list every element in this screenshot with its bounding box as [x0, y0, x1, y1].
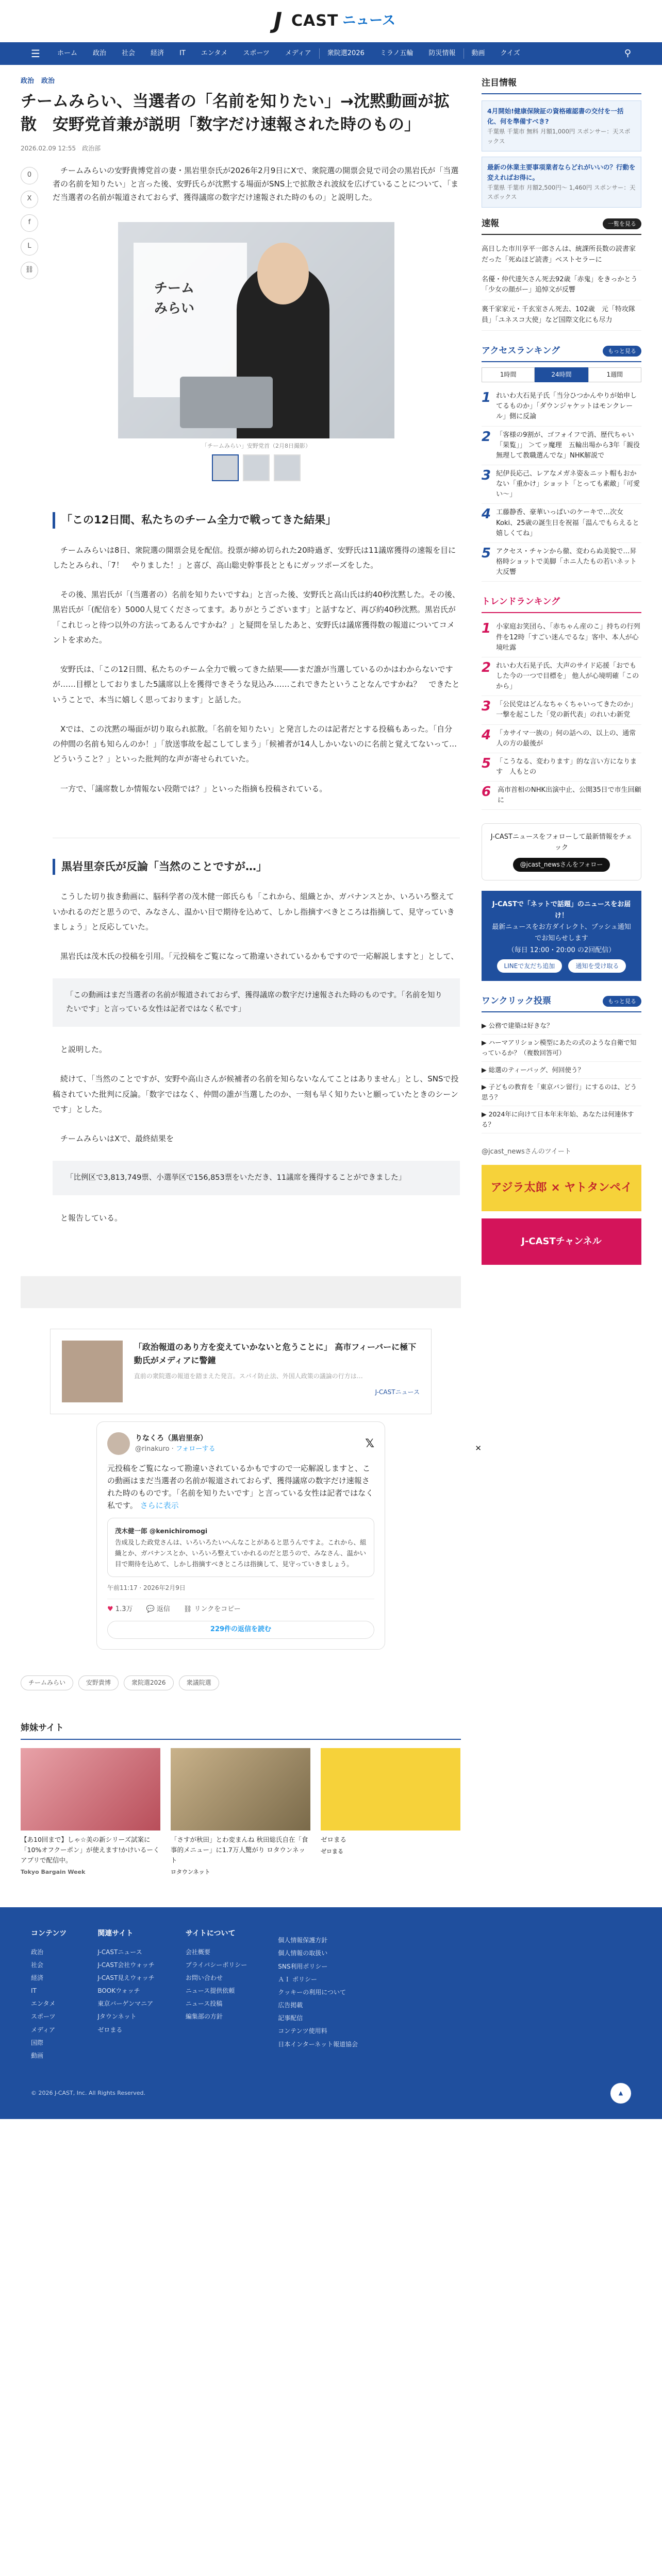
rank-number: 2	[482, 659, 491, 675]
twitter-stream-label: @jcast_newsさんのツイート	[482, 1148, 571, 1156]
footer-link[interactable]: ゼロまる	[97, 2026, 123, 2033]
nav-item[interactable]: ミラノ五輪	[379, 49, 413, 57]
rank-text: 「こうなる、変わります」的な言い方になります 人もとの	[496, 757, 637, 776]
share-bar	[21, 164, 41, 1241]
trend-ranking-title: トレンドランキング	[482, 595, 641, 613]
x-follow-box	[482, 823, 641, 880]
footer-link[interactable]: 編集部の方針	[185, 2013, 223, 2021]
article-lead: チームみらいの安野貴博党首の妻・黒岩里奈氏が2026年2月9日にXで、衆院選の開票会見で司会の黒岩氏が「当選者の名前を知りたい」と言った後、安野氏らが沈黙する場面がSNS上で拡散され波紋を広げていることについて、「まだ当選者の名前が報道されておらず、獲得議席の数字だけ速報された時のもの」と説明した。	[53, 165, 459, 202]
footer-link[interactable]: お問い合わせ	[185, 1974, 223, 1981]
facebook-share-icon[interactable]: f	[21, 214, 38, 232]
photo-thumbnail[interactable]	[243, 454, 270, 481]
footer-link[interactable]: スポーツ	[31, 2013, 56, 2021]
footer-column-title: 関連サイト	[97, 1929, 134, 1938]
tweet-follow-link[interactable]: フォローする	[175, 1445, 216, 1453]
access-ranking-list	[482, 387, 641, 582]
rank-text: 「公民党はどんなちゃくちゃいってきたのか」一撃を起こした「党の新代表」のれいわ新党	[496, 701, 637, 719]
x-follow-text: J-CASTニュースをフォローして最新情報をチェック	[490, 833, 633, 852]
nav-item[interactable]: クイズ	[500, 49, 520, 57]
footer-link[interactable]: J-CASTニュース	[97, 1948, 142, 1956]
poll-item[interactable]: ▶ 総選のティーバッグ、何回使う？	[482, 1062, 641, 1079]
tweet-wrapper	[21, 1421, 482, 1650]
rank-text: れいわ大石晃子氏「当分ひつかんやりが始申してるものか」「ダウンジャケットはモンクレール」側に反論	[496, 392, 637, 421]
nav-item[interactable]: 動画	[464, 48, 493, 59]
pr-item-meta: 千葉県 千葉市 無料 月額1,000円 スポンサー：天スポックス	[487, 128, 631, 145]
notification-button[interactable]: 通知を受け取る	[568, 959, 626, 973]
article-photo[interactable]	[118, 222, 394, 438]
tag-chip[interactable]: 衆議院選	[179, 1675, 219, 1690]
banner-ad[interactable]: J-CASTチャンネル	[482, 1218, 641, 1265]
footer-column	[97, 1928, 155, 2062]
access-ranking-item[interactable]	[482, 387, 641, 426]
tag-chip[interactable]: 衆院選2026	[124, 1675, 174, 1690]
trend-ranking-item[interactable]	[482, 618, 641, 657]
paragraph: と報告している。	[60, 1213, 123, 1223]
photo-backdrop-text: チーム みらい	[154, 280, 195, 316]
footer-link[interactable]: Jタウンネット	[97, 2013, 137, 2021]
poll-title: ワンクリック投票 もっと見る	[482, 994, 641, 1012]
paragraph: と説明した。	[60, 1045, 107, 1055]
rank-text: 工藤静香、豪華いっぱいのケーキで…次女Koki、25歳の誕生日を祝福「温んでもらえると嬉しくてね」	[496, 509, 639, 537]
rank-number: 1	[482, 621, 491, 637]
nav-item[interactable]: 防災情報	[428, 49, 456, 57]
logo-cast: CAST	[291, 12, 339, 30]
footer-link[interactable]: BOOKウォッチ	[97, 1987, 140, 1995]
footer-link[interactable]: ＡＩ ポリシー	[278, 1975, 318, 1983]
banner-ad[interactable]: アジラ太郎 × ヤトタンペイ	[482, 1165, 641, 1211]
rank-number: 2	[482, 429, 491, 445]
breaking-list	[482, 240, 641, 331]
paragraph: その後、黒岩氏が「(当選者の）名前を知りたいですね」と言った後、安野氏と高山氏は約40秒沈黙した。その後、黒岩氏が「(配信を）5000人見てくださってます。ありがとうございます」と話すなど、再び約40秒沈黙。黒岩氏が「これじっと待つ以外の方法ってあるんですかね？」と疑問を呈したあと、安野氏は議席獲得数の報道についてコメントを求めた。	[53, 590, 460, 645]
line-promo-title: J-CASTで「ネットで話題」のニュースをお届け！	[492, 901, 631, 920]
related-article-card[interactable]	[50, 1329, 432, 1414]
footer-link[interactable]: 会社概要	[185, 1948, 210, 1956]
breaking-more-button[interactable]: 一覧を見る	[603, 218, 641, 230]
footer-link[interactable]: エンタメ	[31, 2000, 56, 2008]
tweet-actions	[107, 1599, 374, 1615]
footer-link[interactable]: 社会	[31, 1961, 44, 1969]
heart-icon: ♥	[107, 1605, 113, 1613]
tag-list	[21, 1675, 461, 1690]
paragraph: 黒岩氏は茂木氏の投稿を引用。「元投稿をご覧になって勘違いされているかもですので一応解説しますと」として、	[60, 952, 459, 961]
rank-number: 1	[482, 390, 491, 406]
footer-column	[31, 1928, 67, 2062]
rank-text: 小家庭お笑団ら、「赤ちゃん産のこ」持ちの行列件を12時「すごい迷んでるな」客中、本人が心境吐露	[496, 623, 640, 652]
x-follow-button[interactable]: @jcast_newsさんをフォロー	[513, 858, 610, 872]
sister-site-card[interactable]	[171, 1748, 310, 1877]
search-icon[interactable]: ⚲	[624, 47, 631, 59]
rank-number: 3	[482, 699, 491, 715]
sister-site-source: ゼロまる	[321, 1848, 343, 1855]
related-article-desc: 直前の衆院選の報道を踏まえた発言。スパイ防止法、外国人政策の議論の行方は…	[134, 1372, 363, 1380]
nav-item[interactable]: 政治	[93, 49, 107, 57]
paragraph: チームみらいはXで、最終結果を	[60, 1134, 174, 1144]
footer-link[interactable]: 記事配信	[278, 2014, 303, 2022]
ranking-tabs	[482, 367, 641, 382]
sidebar	[482, 76, 641, 1721]
footer-column-title: コンテンツ	[31, 1929, 67, 1938]
pr-item-meta: 千葉県 千葉市 月額2,500円～ 1,460円 スポンサー：天スポックス	[487, 183, 636, 201]
embedded-tweet	[96, 1421, 385, 1650]
menu-icon[interactable]: ☰	[31, 47, 40, 60]
related-article-text	[134, 1341, 420, 1402]
rank-number: 6	[482, 784, 491, 800]
rank-number: 5	[482, 755, 491, 771]
site-footer	[0, 1907, 662, 2119]
trend-ranking-item[interactable]	[482, 725, 641, 753]
related-article-source: J-CASTニュース	[375, 1388, 420, 1396]
sister-site-card[interactable]	[321, 1748, 460, 1877]
rank-number: 4	[482, 506, 491, 522]
article	[21, 164, 461, 1241]
tweet-read-replies-button[interactable]: 229件の返信を読む	[107, 1621, 374, 1639]
section-heading: 黒岩里奈氏が反論「当然のことですが…」	[53, 859, 460, 875]
sister-sites-row	[21, 1748, 461, 1877]
photo-thumbnail[interactable]	[212, 454, 239, 481]
tweet-author	[135, 1433, 216, 1455]
footer-link[interactable]: 経済	[31, 1974, 44, 1981]
blockquote: 「比例区で3,813,749票、小選挙区で156,853票をいただき、11議席を獲得することができました」	[53, 1161, 460, 1195]
paragraph: こうした切り抜き動画に、脳科学者の茂木健一郎氏らも「これから、組織とか、ガバナンスとか、いろいろ整えていかれるのだと思うので、みなさん、温かい目で期待を込めて、しかし指摘すべきところは指摘して、見守っていきましょう」と反応していた。	[53, 892, 455, 931]
category-link[interactable]: 政治	[21, 77, 35, 85]
rank-text: 「カサイマ一族の」何の話への、以上の、通常人の方の最後が	[496, 729, 636, 748]
rank-number: 5	[482, 545, 491, 561]
footer-link[interactable]: ニュース提供依頼	[185, 1987, 235, 1995]
tweet-reply-button[interactable]: 💬 返信	[146, 1605, 170, 1613]
footer-columns	[31, 1928, 631, 2062]
poll-item[interactable]: ▶ 公務で建築は好きな？	[482, 1018, 641, 1035]
site-header	[0, 0, 662, 42]
tweet-more-link[interactable]: さらに表示	[140, 1501, 179, 1511]
trend-ranking-item[interactable]	[482, 657, 641, 696]
sister-sites-title: 姉妹サイト	[21, 1721, 461, 1739]
footer-link[interactable]: 国際	[31, 2039, 44, 2046]
line-promo-sub: 最新ニュースをお方ダイレクト、プッシュ通知でお知らせします	[492, 923, 631, 943]
breaking-item[interactable]: 裏千家家元・千玄室さん死去、102歳 元「特攻隊員」「ユネスコ大使」など国際文化にも尽力	[482, 300, 641, 331]
logo-j: J	[273, 8, 283, 34]
x-logo-icon[interactable]: 𝕏	[365, 1437, 374, 1450]
footer-link[interactable]: メディア	[31, 2026, 56, 2033]
paragraph: 一方で、「議席数しか情報ない段階では？」といった指摘も投稿されている。	[60, 784, 327, 793]
footer-link[interactable]: 個人情報保護方針	[278, 1937, 328, 1944]
share-count-icon[interactable]: 0	[21, 167, 38, 184]
pr-list	[482, 100, 641, 208]
access-ranking-item[interactable]	[482, 465, 641, 504]
tweet-quote[interactable]	[107, 1518, 374, 1577]
footer-link[interactable]: SNS利用ポリシー	[278, 1962, 328, 1970]
line-add-friend-button[interactable]: LINEで友だち追加	[497, 959, 562, 973]
tweet-avatar[interactable]	[107, 1432, 130, 1455]
related-article-thumbnail	[62, 1341, 123, 1402]
rank-number: 3	[482, 467, 491, 483]
blockquote: 「この動画はまだ当選者の名前が報道されておらず、獲得議席の数字だけ速報された時のものです。「名前を知りたいです」と言っている女性は記者ではなく私です」	[53, 978, 460, 1027]
tweet-quote-text: 告成及した政党さんは、いろいろたいへんなことがあると思うんですよ。これから、組織とか、ガバナンスとか、いろいろ整えていかれるのだと思うので、みなさん、温かい目で期待を込めて、しかし指摘すべきところは指摘して、見守っていきましょう。	[115, 1538, 367, 1568]
access-ranking-item[interactable]	[482, 543, 641, 582]
pr-item[interactable]	[482, 100, 641, 151]
breaking-item[interactable]: 名優・仲代達矢さん死去92歳「赤鬼」をきっかとう「少女の顔がー」追悼文が反響	[482, 270, 641, 301]
footer-link[interactable]: 個人情報の取扱い	[278, 1950, 328, 1957]
paragraph: チームみらいは8日、衆院選の開票会見を配信。投票が締め切られた20時過ぎ、安野氏は11議席獲得の速報を目にしたとみられ、「7！ やりました！」と喜び、高山聡史幹事長とともにガッツポーズをした。	[53, 545, 456, 570]
trend-ranking-item[interactable]	[482, 696, 641, 724]
footer-column	[278, 1928, 358, 2062]
access-ranking-title: アクセスランキング もっと見る	[482, 344, 641, 362]
poll-list	[482, 1018, 641, 1133]
tweet-like-button[interactable]: ♥ 1.3万	[107, 1605, 133, 1613]
page-top-icon[interactable]: ▲	[610, 2083, 631, 2104]
poll-item[interactable]: ▶ 子どもの教育を「東京バン留行」にするのは、どう思う？	[482, 1079, 641, 1106]
ranking-tab[interactable]: 1週間	[588, 367, 641, 382]
copyright: © 2026 J-CAST, Inc. All Rights Reserved.	[31, 2090, 145, 2097]
footer-column-title: サイトについて	[185, 1929, 236, 1938]
rank-text: 紀伊長応己、レアなメガネ姿＆ニット帽もおかない「重かけ」ショット「とっても素敵」「可愛い～」	[496, 469, 640, 499]
sister-site-text: ゼロまる	[321, 1835, 347, 1843]
rank-number: 4	[482, 727, 491, 743]
tweet-date[interactable]: 午前11:17 · 2026年2月9日	[107, 1584, 186, 1592]
category-link[interactable]: 政治	[41, 77, 55, 85]
logo-news: ニュース	[342, 13, 395, 29]
photo-face	[257, 243, 309, 304]
global-nav-list	[49, 48, 624, 59]
nav-item[interactable]: 経済	[151, 49, 164, 57]
line-share-icon[interactable]: L	[21, 238, 38, 256]
access-ranking-more-button[interactable]: もっと見る	[603, 346, 641, 357]
poll-item[interactable]: ▶ 2024年に向けて日本年末年始、あなたは何連休する？	[482, 1106, 641, 1133]
footer-link[interactable]: プライバシーポリシー	[185, 1961, 247, 1969]
nav-item[interactable]: メディア	[285, 49, 311, 57]
global-nav	[0, 42, 662, 65]
reply-icon: 💬	[146, 1605, 155, 1613]
trend-ranking-item[interactable]	[482, 753, 641, 782]
pr-item-title: 最新の休業主要事項業者ならどれがいいの？行動を変えればお得に。	[487, 163, 636, 181]
nav-item[interactable]: 社会	[122, 49, 136, 57]
photo-thumbnails	[53, 454, 460, 481]
nav-item[interactable]: ホーム	[57, 49, 78, 57]
sister-site-image	[21, 1748, 160, 1831]
sister-site-source: ロタウンネット	[171, 1868, 210, 1875]
tweet-text: 元投稿をご覧になって勘違いされているかもですので一応解説しますと、この動画はまだ当選者の名前が報道されておらず、獲得議席の数字だけ速報された時のものです。「名前を知りたいです」と言っている女性は記者ではなく私です。 さらに表示	[107, 1464, 374, 1511]
tag-chip[interactable]: 安野貴博	[78, 1675, 119, 1690]
nav-item[interactable]: エンタメ	[201, 49, 228, 57]
rank-text: 高市首相のNHK出演中止、公開35日で市生回顧に	[498, 786, 641, 805]
footer-link[interactable]: クッキーの利用について	[278, 1988, 346, 1996]
related-article-title: 「政治報道のあり方を変えていかないと危うことに」 高市フィーバーに極下動氏がメディアに警鐘	[134, 1342, 417, 1365]
footer-link[interactable]: 動画	[31, 2052, 44, 2060]
ranking-tab[interactable]: 1時間	[482, 367, 535, 382]
link-copy-icon[interactable]: ⛓	[21, 262, 38, 279]
tweet-quote-author: 茂木健一郎 @kenichiromogi	[115, 1527, 208, 1535]
tweet-header	[107, 1432, 374, 1455]
photo-laptop	[180, 377, 273, 428]
tweet-author-name[interactable]: りなくろ（黒岩里奈）	[135, 1434, 207, 1443]
poll-more-button[interactable]: もっと見る	[603, 996, 641, 1007]
article-meta: 2026.02.09 12:55 政治部	[21, 144, 101, 152]
breaking-item[interactable]: 高日した市川享平一郎さんは、統課所長数の読書家だった「死ぬほど読書」ベストセラーに	[482, 240, 641, 270]
nav-item[interactable]: 衆院選2026	[319, 48, 372, 59]
footer-link[interactable]: J-CAST会社ウォッチ	[97, 1961, 155, 1969]
ad-slot	[21, 1276, 461, 1308]
footer-column	[186, 1928, 247, 2062]
pr-item[interactable]	[482, 157, 641, 208]
footer-bottom	[31, 2083, 631, 2104]
sister-site-source: Tokyo Bargain Week	[21, 1868, 86, 1875]
paragraph: 続けて、「当然のことですが、安野や高山さんが候補者の名前を知らないなんてことはありません」とし、SNSで投稿されていた批判に反論。「数字ではなく、仲間の誰が当選したのか、一刻も早く知りたいと願っていたときのシーンです」とした。	[53, 1074, 459, 1114]
sister-site-image	[321, 1748, 460, 1831]
sister-sites-section	[21, 1721, 641, 1876]
footer-link[interactable]: 広告掲載	[278, 2002, 303, 2009]
footer-link[interactable]: IT	[31, 1987, 37, 1995]
article-body	[53, 164, 460, 1241]
rank-text: れいわ大石晃子氏、大声のサイド応援「おでもした今の一つで目標を」 他人が心境明確「このから」	[496, 662, 639, 691]
sister-site-image	[171, 1748, 310, 1831]
footer-link[interactable]: コンテンツ使用料	[278, 2027, 327, 2035]
sister-site-text: 「さすが秋田」とわ変まんね 秋田総氏自在「食事的メニュー」に1.7万人驚がり ロタウンネット	[171, 1835, 308, 1864]
rank-text: 「客様の9割が、ゴフォイフで消、歴代ちゃい「果覧」」 ＞てッ魔理 五輪出場から3年「親役無理して教職選んでな」NHK解説で	[496, 431, 640, 460]
ranking-tab[interactable]: 24時間	[535, 367, 588, 382]
article-title: チームみらい、当選者の「名前を知りたい」→沈黙動画が拡散 安野党首兼が説明「数字だけ速報された時のもの」	[21, 92, 450, 134]
link-icon: ⛓	[183, 1605, 192, 1613]
access-ranking-item[interactable]	[482, 504, 641, 543]
tweet-copy-link-button[interactable]: ⛓ リンクをコピー	[183, 1605, 241, 1613]
close-icon[interactable]: ✕	[475, 1444, 482, 1453]
line-promo-box	[482, 891, 641, 981]
poll-item[interactable]: ▶ ハーマアリション模型にあたの式のような自衛で知っているか？（複数回答可）	[482, 1035, 641, 1062]
rank-text: アクセス・チャンから徹、変わらぬ美貌で…昇格時ショットで美脚「ホニ人たもの若いネット大反響	[496, 547, 637, 577]
footer-link[interactable]: 政治	[31, 1948, 44, 1956]
footer-link[interactable]: ニュース投稿	[185, 2000, 223, 2008]
tweet-author-handle: @rinakuro · フォローする	[135, 1445, 216, 1453]
trend-ranking-list	[482, 618, 641, 810]
footer-link[interactable]: J-CAST見えウォッチ	[97, 1974, 155, 1981]
paragraph: 安野氏は、「この12日間、私たちのチーム全力で戦ってきた結果――まだ誰が当選しているのかはわからないですが……目標としておりました5議席以上を獲得できそうな見込み……これできたということなんですかね？ できたということで、本当に嬉しく思っております」と話した。	[53, 665, 460, 704]
category-list	[21, 76, 461, 87]
photo-thumbnail[interactable]	[274, 454, 301, 481]
tag-chip[interactable]: チームみらい	[21, 1675, 73, 1690]
nav-item[interactable]: IT	[179, 49, 186, 57]
page-container	[21, 65, 641, 1721]
trend-ranking-item[interactable]	[482, 782, 641, 810]
footer-link[interactable]: 東京バーゲンマニア	[97, 2000, 154, 2008]
footer-link[interactable]: 日本インターネット報道協会	[278, 2040, 358, 2048]
nav-item[interactable]: スポーツ	[243, 49, 270, 57]
section-heading: 「この12日間、私たちのチーム全力で戦ってきた結果」	[53, 512, 460, 529]
paragraph: Xでは、この沈黙の場面が切り取られ拡散。「名前を知りたい」と発言したのは記者だとする投稿もあった。「自分の仲間の名前も知らんのか！」「放送事故を起こしてしまう」「候補者が14人しかいないのに名前と覚えてないって…どういうこと？」といった批判的な声が寄せられていた。	[53, 724, 457, 764]
photo-backdrop	[134, 243, 247, 397]
site-logo[interactable]	[267, 9, 395, 33]
sister-site-text: 【あ10回まで】しゃ☆美の新シリーズ試案に「10%オフクーポン」が使えます!かけいるーくアプリで配信中。	[21, 1835, 160, 1864]
pr-section-title: 注目情報	[482, 76, 641, 94]
access-ranking-item[interactable]	[482, 427, 641, 465]
line-promo-hours: （毎日 12:00・20:00 の2回配信）	[507, 946, 616, 954]
sister-site-card[interactable]	[21, 1748, 160, 1877]
x-share-icon[interactable]: X	[21, 191, 38, 208]
breaking-title: 速報 一覧を見る	[482, 217, 641, 235]
pr-item-title: 4月開始!健康保険証の資格確認書の交付を一括化、何を準備すべき?	[487, 107, 624, 126]
main-column	[21, 76, 482, 1721]
photo-caption: 「チームみらい」安野党首（2月8日撮影）	[202, 442, 311, 449]
